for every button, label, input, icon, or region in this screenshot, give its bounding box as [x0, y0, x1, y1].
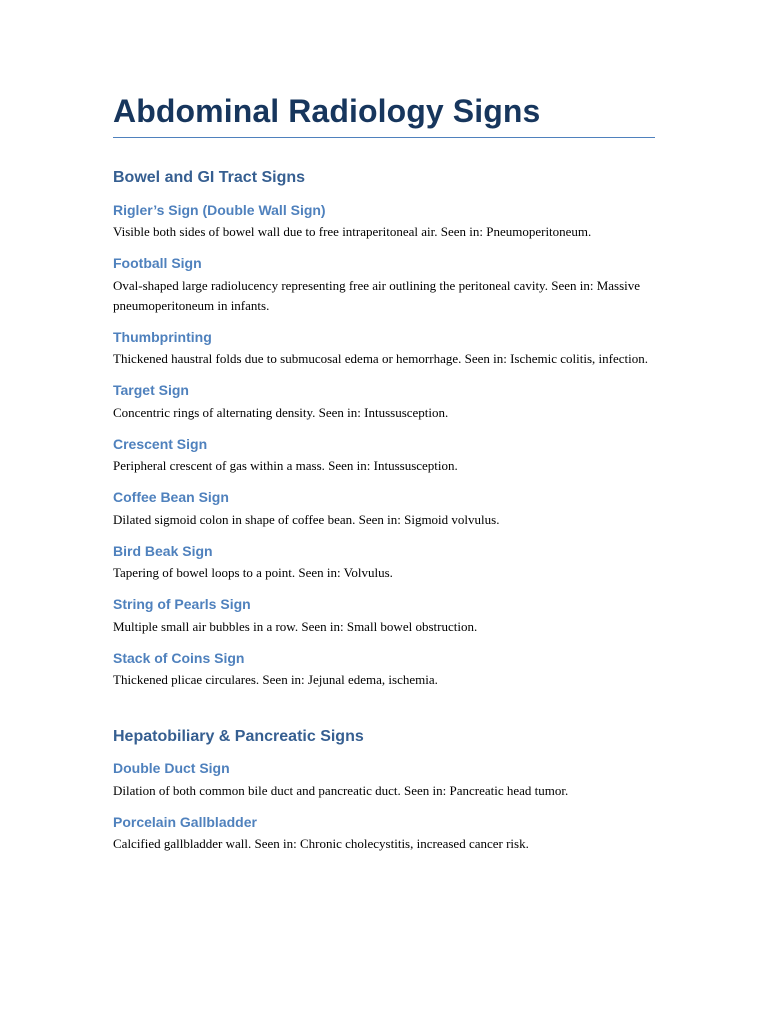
entry-heading: Stack of Coins Sign: [113, 649, 245, 666]
entry-heading: Football Sign: [113, 255, 202, 272]
page-title: Abdominal Radiology Signs: [113, 92, 655, 138]
entry-crescent-sign: [113, 436, 655, 477]
entry-stack-of-coins-sign: [113, 650, 655, 691]
entry-heading: Target Sign: [113, 382, 189, 399]
entry-description: Calcified gallbladder wall. Seen in: Chronic cholecystitis, increased cancer risk.: [113, 836, 529, 852]
entry-porcelain-gallbladder: [113, 814, 655, 855]
entry-description: Concentric rings of alternating density. Seen in: Intussusception.: [113, 404, 449, 420]
entry-description: Thickened haustral folds due to submucosal edema or hemorrhage. Seen in: Ischemic colitis, infection.: [113, 351, 649, 367]
section-bowel-gi: [113, 168, 655, 690]
entry-coffee-bean-sign: [113, 489, 655, 530]
entry-description: Oval-shaped large radiolucency representing free air outlining the peritoneal cavity. Seen in: Massive pneumoperitoneum in infants.: [113, 277, 641, 313]
entry-description: Dilated sigmoid colon in shape of coffee bean. Seen in: Sigmoid volvulus.: [113, 511, 500, 527]
entry-description: Visible both sides of bowel wall due to free intraperitoneal air. Seen in: Pneumoperitoneum.: [113, 224, 592, 240]
entry-description: Thickened plicae circulares. Seen in: Jejunal edema, ischemia.: [113, 672, 438, 688]
entry-heading: Coffee Bean Sign: [113, 489, 229, 506]
entry-bird-beak-sign: [113, 543, 655, 584]
entry-heading: Double Duct Sign: [113, 760, 230, 777]
entry-string-of-pearls-sign: [113, 596, 655, 637]
entry-description: Tapering of bowel loops to a point. Seen in: Volvulus.: [113, 565, 393, 581]
entry-football-sign: [113, 255, 655, 316]
entry-target-sign: [113, 382, 655, 423]
entry-double-duct-sign: [113, 760, 655, 801]
entry-heading: Porcelain Gallbladder: [113, 813, 257, 830]
entry-description: Dilation of both common bile duct and pancreatic duct. Seen in: Pancreatic head tumor.: [113, 782, 569, 798]
section-hepatobiliary-pancreatic: [113, 727, 655, 854]
section-heading: Hepatobiliary & Pancreatic Signs: [113, 728, 364, 746]
section-heading: Bowel and GI Tract Signs: [113, 169, 306, 187]
entry-heading: Bird Beak Sign: [113, 542, 213, 559]
entry-description: Multiple small air bubbles in a row. Seen in: Small bowel obstruction.: [113, 618, 478, 634]
entry-heading: String of Pearls Sign: [113, 596, 251, 613]
entry-heading: Thumbprinting: [113, 328, 212, 345]
entry-description: Peripheral crescent of gas within a mass. Seen in: Intussusception.: [113, 458, 458, 474]
entry-riglers-sign: [113, 202, 655, 243]
document-page: [113, 92, 655, 867]
entry-heading: Crescent Sign: [113, 435, 208, 452]
entry-thumbprinting: [113, 329, 655, 370]
entry-heading: Rigler’s Sign (Double Wall Sign): [113, 201, 326, 218]
